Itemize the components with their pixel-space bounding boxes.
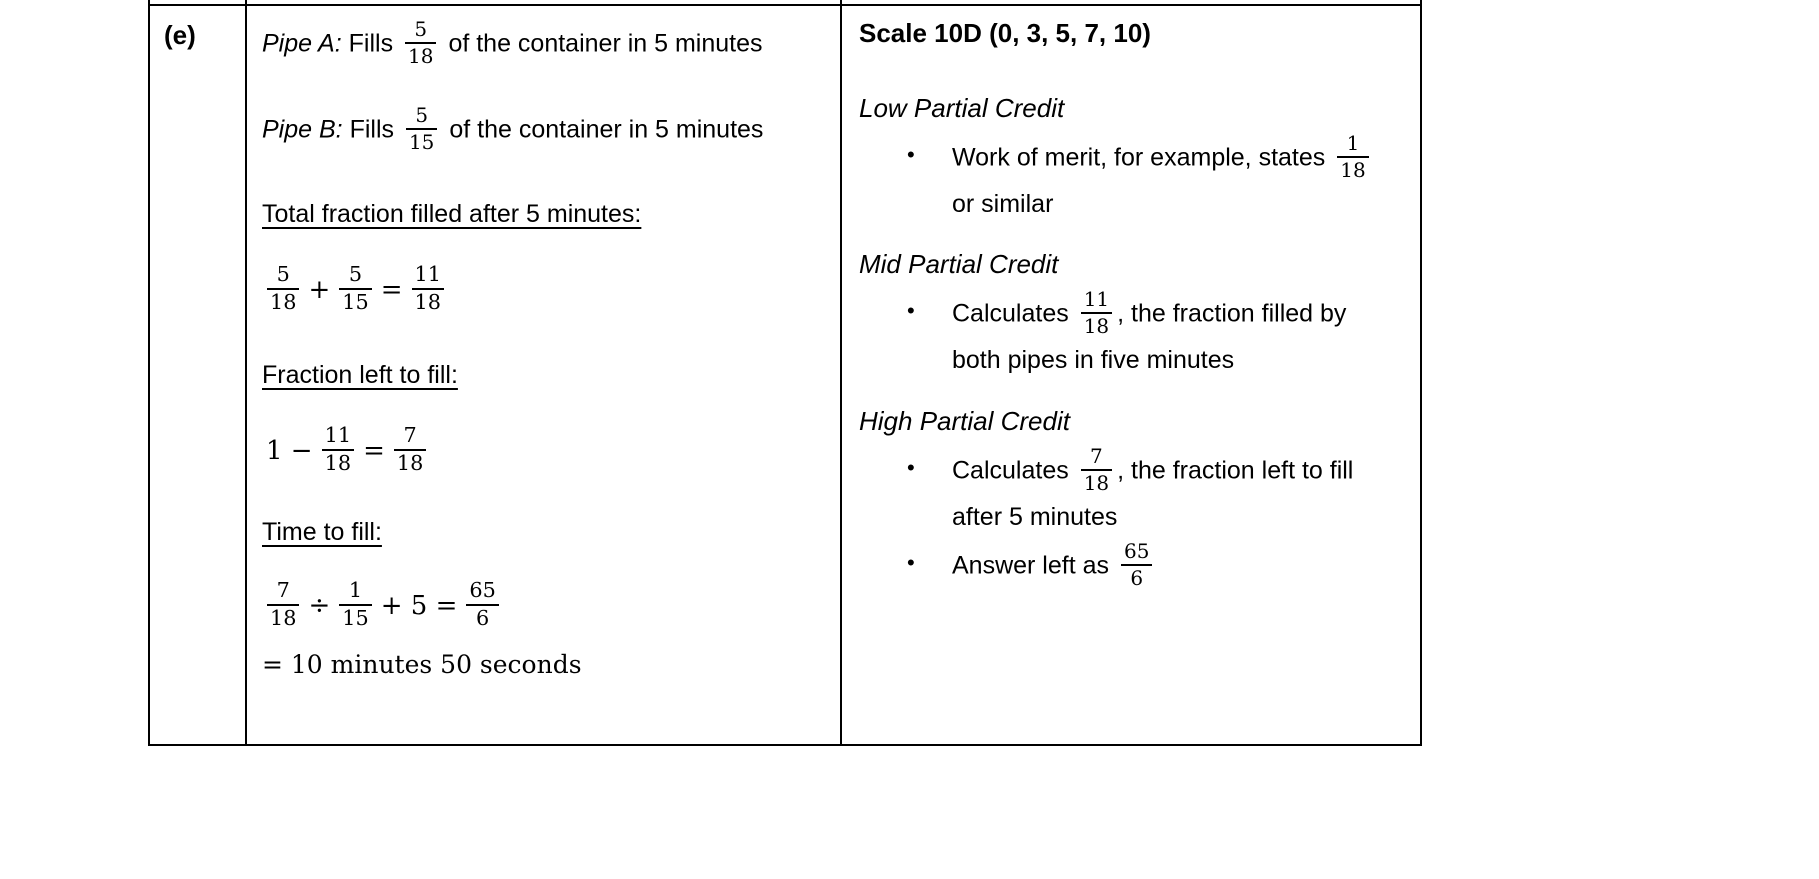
high-credit-bullet-2 (907, 538, 1392, 592)
numerator: 7 (267, 579, 299, 606)
low-bullet-post: or similar (952, 190, 1054, 218)
heading-total-fraction: Total fraction filled after 5 minutes: (262, 200, 642, 228)
question-part-cell (152, 6, 245, 742)
equals-sign: = (363, 435, 385, 466)
bullet-dot: • (907, 549, 915, 575)
equation-fraction-left (262, 422, 822, 478)
high-bullet-2-pre: Answer left as (952, 551, 1110, 580)
mid-bullet-pre: Calculates (952, 299, 1069, 328)
denominator: 18 (1340, 158, 1366, 182)
numerator: 7 (1081, 445, 1112, 471)
numerator: 5 (405, 18, 436, 44)
numerator: 65 (1121, 540, 1152, 566)
fraction (1081, 288, 1112, 338)
pipe-a-label: Pipe A: (262, 29, 342, 58)
pipe-b-label: Pipe B: (262, 115, 343, 144)
equation-total-fraction (262, 262, 822, 317)
pipe-a-post: of the container in 5 minutes (448, 29, 763, 58)
fraction (1081, 445, 1112, 495)
part-label: (e) (164, 20, 196, 50)
numerator: 5 (267, 263, 299, 290)
low-credit-bullet (907, 131, 1392, 225)
leading-term: 1 − (266, 435, 313, 466)
low-partial-credit-heading: Low Partial Credit (859, 93, 1065, 123)
pipe-b-statement (262, 103, 822, 156)
fraction (339, 263, 371, 315)
fraction (412, 263, 444, 315)
pipe-a-statement (262, 17, 822, 70)
fraction (394, 424, 426, 476)
high-bullet-1-post: , the fraction left to fill after 5 minutes (952, 456, 1354, 531)
denominator: 6 (476, 605, 490, 630)
mid-credit-bullet (907, 287, 1392, 381)
fraction (1121, 540, 1152, 590)
solution-cell (247, 6, 840, 742)
pipe-a-pre: Fills (348, 29, 394, 58)
plus-five-equals: + 5 = (380, 590, 458, 621)
fraction (405, 18, 436, 68)
denominator: 18 (396, 450, 424, 475)
high-credit-bullet-1 (907, 443, 1392, 538)
equals-sign: = (380, 274, 403, 305)
numerator: 11 (1081, 288, 1112, 314)
fraction (267, 579, 299, 631)
heading-time-to-fill: Time to fill: (262, 517, 382, 546)
numerator: 65 (466, 579, 498, 606)
denominator: 18 (1083, 470, 1110, 495)
bullet-dot: • (907, 298, 915, 324)
denominator: 15 (342, 289, 369, 314)
scale-heading: Scale 10D (0, 3, 5, 7, 10) (859, 18, 1151, 48)
numerator: 1 (339, 579, 371, 606)
pipe-b-post: of the container in 5 minutes (449, 115, 764, 144)
high-bullet-1-pre: Calculates (952, 456, 1069, 485)
bullet-text (952, 131, 1392, 225)
numerator: 11 (412, 263, 444, 290)
pipe-b-pre: Fills (349, 115, 394, 144)
high-partial-credit-heading: High Partial Credit (859, 405, 1070, 436)
equation-time-to-fill (262, 577, 822, 633)
denominator: 18 (270, 289, 297, 314)
bullet-text (952, 443, 1392, 538)
result-line: = 10 minutes 50 seconds (262, 650, 582, 680)
mid-bullet-post: , the fraction filled by both pipes in five minutes (952, 299, 1347, 375)
denominator: 15 (408, 130, 435, 154)
bullet-dot: • (907, 454, 915, 480)
fraction (406, 104, 437, 154)
denominator: 18 (270, 605, 297, 630)
fraction (1337, 132, 1368, 182)
plus-operator: + (308, 274, 331, 305)
low-bullet-pre: Work of merit, for example, states (952, 143, 1326, 172)
numerator: 5 (339, 263, 371, 290)
mid-partial-credit-heading: Mid Partial Credit (859, 249, 1059, 280)
fraction (466, 579, 498, 631)
bullet-dot: • (907, 142, 915, 167)
bullet-text (952, 538, 1392, 592)
divide-operator: ÷ (308, 590, 331, 621)
numerator: 5 (406, 104, 437, 130)
fraction (322, 424, 354, 476)
numerator: 7 (394, 424, 426, 451)
denominator: 18 (408, 44, 434, 68)
numerator: 1 (1337, 132, 1368, 158)
denominator: 6 (1130, 565, 1144, 590)
denominator: 18 (324, 450, 352, 475)
bullet-text (952, 287, 1392, 381)
denominator: 18 (1083, 314, 1110, 339)
marking-cell (842, 6, 1422, 742)
fraction (339, 579, 371, 631)
heading-fraction-left: Fraction left to fill: (262, 360, 458, 389)
denominator: 15 (342, 605, 369, 630)
numerator: 11 (322, 424, 354, 451)
marking-scheme-table (148, 0, 1422, 746)
denominator: 18 (414, 289, 441, 314)
fraction (267, 263, 299, 315)
